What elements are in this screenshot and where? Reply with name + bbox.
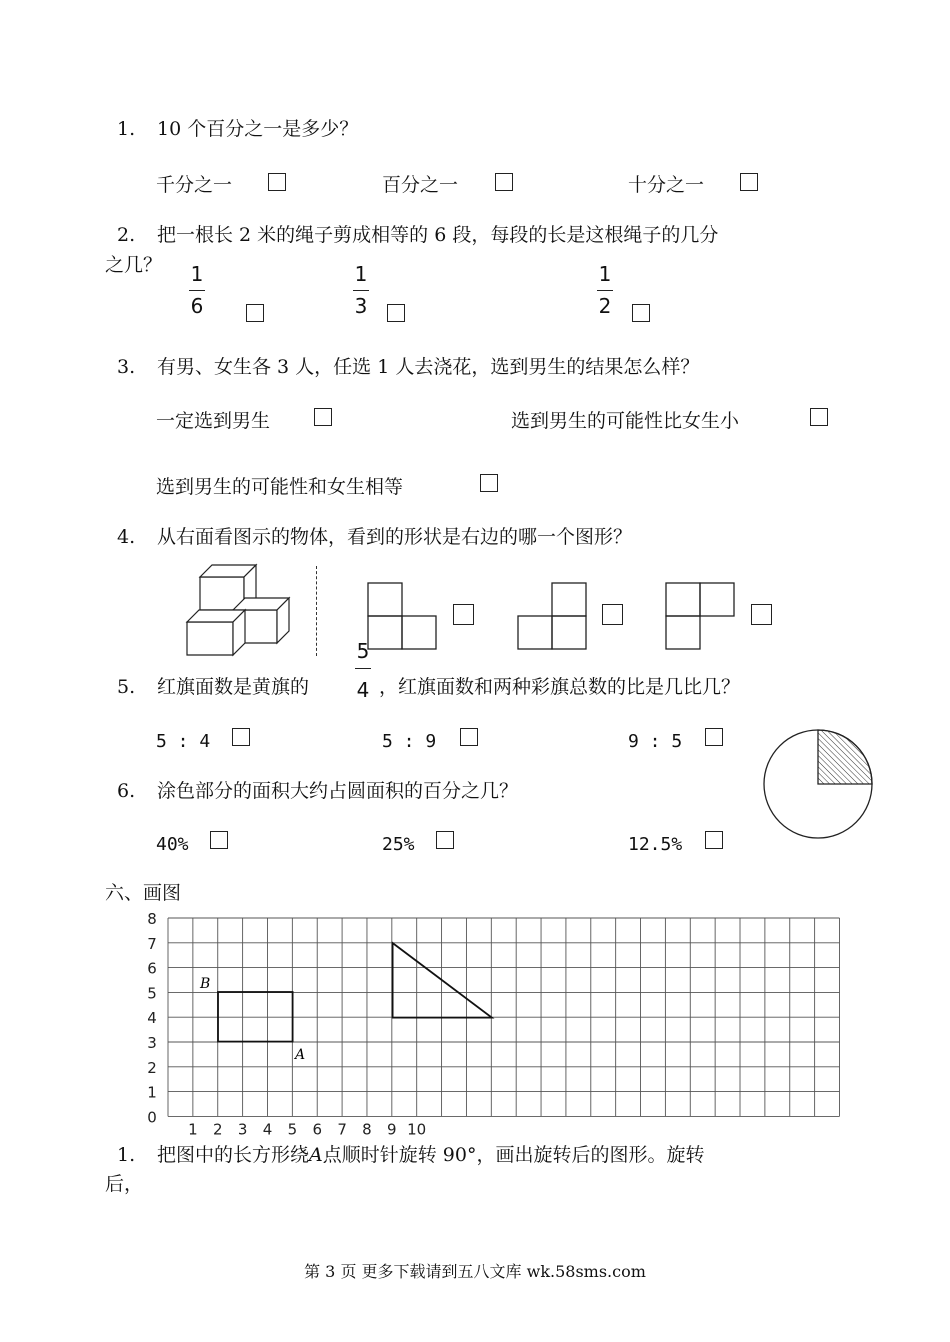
q6-text: 涂色部分的面积大约占圆面积的百分之几？ bbox=[157, 780, 519, 802]
q1-option-2-checkbox[interactable] bbox=[495, 173, 513, 191]
drawing-grid[interactable] bbox=[140, 908, 850, 1140]
q1-option-2-label: 百分之一 bbox=[382, 174, 459, 196]
q6-number: 6. bbox=[117, 780, 136, 802]
q5-number: 5. bbox=[117, 676, 136, 698]
q1-option-1-label: 千分之一 bbox=[156, 174, 233, 196]
shaded-sector bbox=[818, 730, 872, 784]
fraction-numerator: 5 bbox=[356, 639, 370, 663]
y-tick-label: 6 bbox=[147, 959, 157, 978]
draw-q1-line1 bbox=[157, 1146, 704, 1165]
q5-option-3-label: 9 : 5 bbox=[628, 731, 683, 752]
fraction-numerator: 1 bbox=[598, 262, 612, 286]
q4-shape-option-3 bbox=[664, 582, 736, 650]
draw-q1-number: 1. bbox=[117, 1144, 136, 1166]
q5-text-before: 红旗面数是黄旗的 bbox=[157, 676, 310, 698]
x-axis-labels bbox=[188, 1120, 426, 1138]
q2-text-line2: 之几？ bbox=[105, 254, 163, 276]
x-tick-label: 8 bbox=[362, 1120, 372, 1139]
q2-number: 2. bbox=[117, 224, 136, 246]
fraction-denominator: 4 bbox=[356, 678, 370, 702]
point-b-label: B bbox=[200, 976, 211, 992]
q2-text-line1: 把一根长 2 米的绳子剪成相等的 6 段，每段的长是这根绳子的几分 bbox=[157, 224, 719, 246]
q4-option-3-checkbox[interactable] bbox=[751, 604, 772, 625]
fraction-bar bbox=[353, 290, 369, 291]
q4-shape-option-2 bbox=[516, 582, 588, 650]
y-tick-label: 5 bbox=[147, 984, 157, 1003]
y-tick-label: 1 bbox=[147, 1083, 157, 1102]
grid-lines bbox=[168, 918, 839, 1116]
q4-number: 4. bbox=[117, 526, 136, 548]
q3-option-2-label: 选到男生的可能性比女生小 bbox=[511, 410, 740, 432]
q2-option-3-fraction bbox=[595, 264, 615, 316]
q1-number: 1. bbox=[117, 118, 136, 140]
x-tick-label: 3 bbox=[237, 1120, 248, 1139]
point-a-label: A bbox=[295, 1047, 306, 1063]
y-tick-label: 0 bbox=[147, 1108, 157, 1127]
q3-option-3-checkbox[interactable] bbox=[480, 474, 498, 492]
q1-text: 10 个百分之一是多少？ bbox=[157, 118, 359, 140]
x-tick-label: 1 bbox=[188, 1120, 198, 1139]
draw-q1-text-a: 把图中的长方形绕 bbox=[157, 1144, 310, 1166]
q6-option-1-label: 40% bbox=[156, 834, 189, 855]
x-tick-label: 2 bbox=[212, 1120, 223, 1139]
q6-option-2-label: 25% bbox=[382, 834, 415, 855]
x-tick-label: 9 bbox=[387, 1120, 397, 1139]
q5-text-after: ，红旗面数和两种彩旗总数的比是几比几？ bbox=[379, 676, 741, 698]
fraction-denominator: 6 bbox=[190, 294, 204, 318]
fraction-denominator: 2 bbox=[598, 294, 612, 318]
fraction-denominator: 3 bbox=[354, 294, 368, 318]
q1-option-3-label: 十分之一 bbox=[628, 174, 705, 196]
q4-divider bbox=[316, 566, 317, 656]
q2-option-3-checkbox[interactable] bbox=[632, 304, 650, 322]
q1-option-3-checkbox[interactable] bbox=[740, 173, 758, 191]
q3-option-1-checkbox[interactable] bbox=[314, 408, 332, 426]
q5-fraction bbox=[352, 639, 374, 704]
q5-option-3-checkbox[interactable] bbox=[705, 728, 723, 746]
q4-option-2-checkbox[interactable] bbox=[602, 604, 623, 625]
y-tick-label: 7 bbox=[147, 934, 157, 953]
x-tick-label: 10 bbox=[407, 1120, 427, 1139]
x-tick-label: 7 bbox=[337, 1120, 347, 1139]
x-tick-label: 6 bbox=[312, 1120, 322, 1139]
draw-q1-point-var: A bbox=[309, 1144, 323, 1166]
q2-option-2-checkbox[interactable] bbox=[387, 304, 405, 322]
x-tick-label: 4 bbox=[262, 1120, 273, 1139]
q6-option-2-checkbox[interactable] bbox=[436, 831, 454, 849]
q4-option-1-checkbox[interactable] bbox=[453, 604, 474, 625]
x-tick-label: 5 bbox=[287, 1120, 298, 1139]
y-tick-label: 4 bbox=[147, 1009, 157, 1028]
q3-number: 3. bbox=[117, 356, 136, 378]
q2-option-1-fraction bbox=[187, 264, 207, 316]
q2-option-1-checkbox[interactable] bbox=[246, 304, 264, 322]
fraction-bar bbox=[355, 668, 371, 669]
fraction-numerator: 1 bbox=[190, 262, 204, 286]
section-title: 六、画图 bbox=[105, 882, 182, 904]
q5-option-2-label: 5 : 9 bbox=[382, 731, 437, 752]
q3-text: 有男、女生各 3 人，任选 1 人去浇花，选到男生的结果怎么样？ bbox=[157, 356, 700, 378]
draw-q1-line2: 后， bbox=[105, 1173, 144, 1195]
q6-circle-figure bbox=[760, 726, 876, 842]
q6-option-1-checkbox[interactable] bbox=[210, 831, 228, 849]
q3-option-1-label: 一定选到男生 bbox=[156, 410, 271, 432]
q3-option-3-label: 选到男生的可能性和女生相等 bbox=[156, 476, 404, 498]
draw-q1-text-b: 点顺时针旋转 90°，画出旋转后的图形。旋转 bbox=[322, 1144, 705, 1166]
y-tick-label: 3 bbox=[147, 1034, 157, 1052]
q6-option-3-checkbox[interactable] bbox=[705, 831, 723, 849]
q2-option-2-fraction bbox=[351, 264, 371, 316]
q4-text: 从右面看图示的物体，看到的形状是右边的哪一个图形？ bbox=[157, 526, 633, 548]
q5-option-2-checkbox[interactable] bbox=[460, 728, 478, 746]
q3-option-2-checkbox[interactable] bbox=[810, 408, 828, 426]
y-axis-labels bbox=[147, 910, 157, 1126]
fraction-bar bbox=[189, 290, 205, 291]
y-tick-label: 8 bbox=[147, 910, 157, 928]
triangle-shape bbox=[393, 943, 492, 1018]
q4-shape-option-1 bbox=[366, 582, 438, 650]
y-tick-label: 2 bbox=[147, 1058, 157, 1077]
q1-option-1-checkbox[interactable] bbox=[268, 173, 286, 191]
q6-option-3-label: 12.5% bbox=[628, 834, 683, 855]
fraction-numerator: 1 bbox=[354, 262, 368, 286]
fraction-bar bbox=[597, 290, 613, 291]
q5-option-1-label: 5 : 4 bbox=[156, 731, 211, 752]
q4-cube-object-figure bbox=[180, 560, 300, 660]
page-footer: 第 3 页 更多下载请到五八文库 wk.58sms.com bbox=[304, 1262, 646, 1281]
q5-option-1-checkbox[interactable] bbox=[232, 728, 250, 746]
